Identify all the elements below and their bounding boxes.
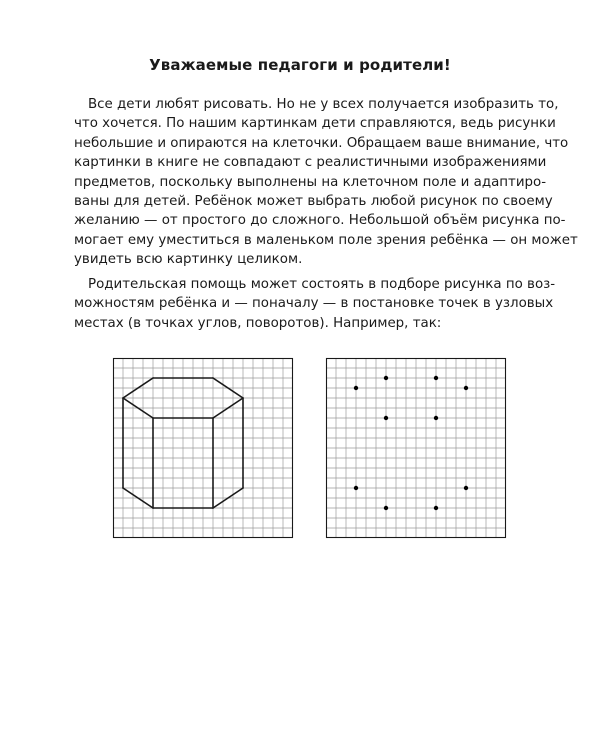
grid-figure-dots [326, 358, 506, 538]
page-title: Уважаемые педагоги и родители! [149, 56, 451, 74]
guide-dot [384, 416, 388, 420]
guide-dot [434, 416, 438, 420]
guide-dot [384, 506, 388, 510]
paragraph-line: ваны для детей. Ребёнок может выбрать любой рисунок по своему [74, 194, 553, 210]
guide-dot [354, 386, 358, 390]
paragraph-line: картинки в книге не совпадают с реалистичными изображениями [74, 155, 547, 171]
guide-dot [354, 486, 358, 490]
paragraph-line: можностям ребёнка и — поначалу — в постановке точек в узловых [74, 296, 554, 312]
paragraph-line: могает ему уместиться в маленьком поле зрения ребёнка — он может [74, 232, 578, 248]
grid-figure-prism [113, 358, 293, 538]
paragraph-line: предметов, поскольку выполнены на клеточном поле и адаптиро- [74, 174, 547, 190]
guide-dot [434, 506, 438, 510]
guide-dot [464, 486, 468, 490]
guide-dot [464, 386, 468, 390]
grid-canvas-prism [113, 358, 293, 538]
paragraph-line: что хочется. По нашим картинкам дети справляются, ведь рисунки [74, 116, 556, 132]
paragraph-line: небольшие и опираются на клеточки. Обращаем ваше внимание, что [74, 135, 569, 151]
guide-dot [384, 376, 388, 380]
paragraph-line: местах (в точках углов, поворотов). Например, так: [74, 315, 442, 331]
paragraph-help [74, 275, 556, 333]
paragraph-intro [74, 95, 578, 270]
paragraph-line: желанию — от простого до сложного. Небольшой объём рисунка по- [74, 213, 566, 229]
paragraph-line: Все дети любят рисовать. Но не у всех получается изобразить то, [88, 97, 559, 112]
guide-dot [434, 376, 438, 380]
paragraph-line: увидеть всю картинку целиком. [74, 252, 303, 268]
paragraph-line: Родительская помощь может состоять в подборе рисунка по воз- [88, 277, 556, 292]
grid-canvas-dots [326, 358, 506, 538]
